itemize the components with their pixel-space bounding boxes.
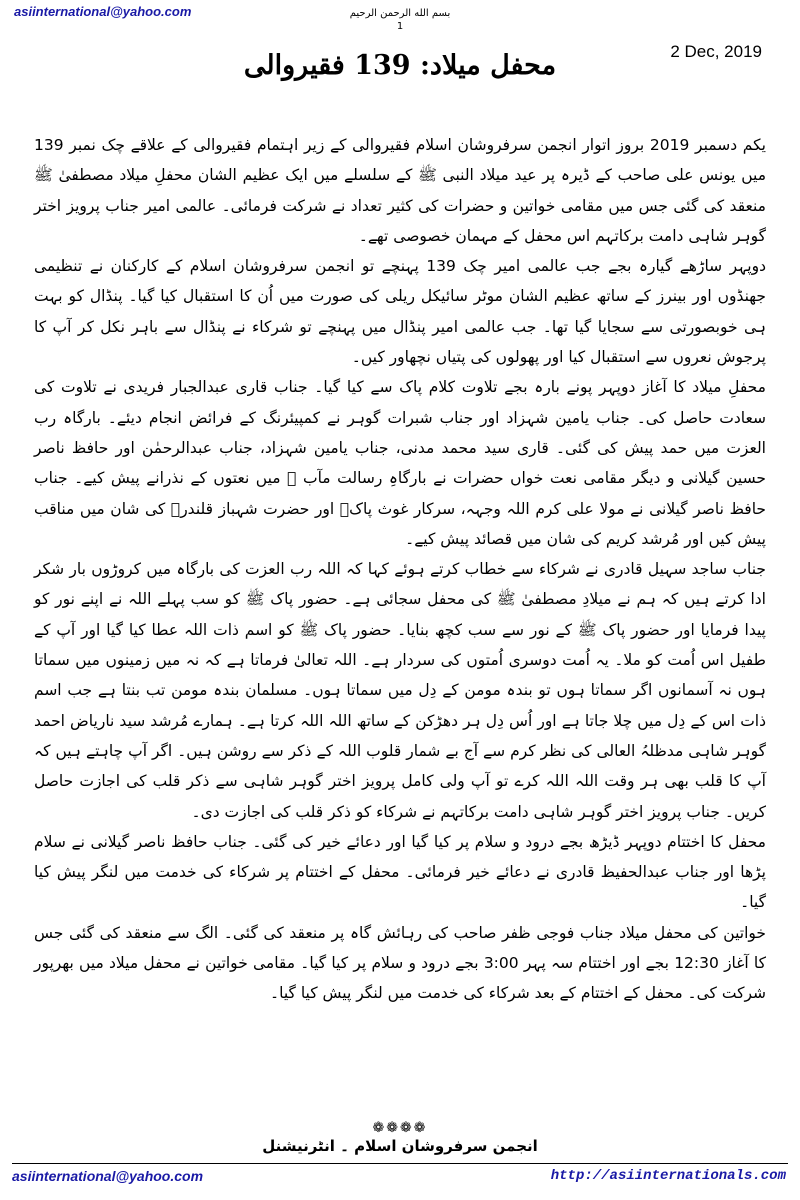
page-title: محفل میلاد: 139 فقیروالی <box>243 50 557 81</box>
bismillah: بسم الله الرحمن الرحیم <box>349 8 451 19</box>
report-date: 2 Dec, 2019 <box>670 42 762 61</box>
paragraph-opening: یکم دسمبر 2019 بروز اتوار انجمن سرفروشان اسلام فقیروالی کے زیر اہتمام فقیروالی کے علاقے چک نمبر 139 میں یونس علی صاحب کے ڈیرہ پر عید میلاد النبی ﷺ کے سلسلے میں ایک عظیم الشان محفلِ میلاد مصطفیٰ ﷺ منعقد کی گئی جس میں مقامی خواتین و حضرات کی کثیر تعداد نے شرکت فرمائی۔ عالمی امیر جناب پرویز اختر گوہر شاہی دامت برکاتہم اس محفل کے مہمان خصوصی تھے۔ <box>34 136 766 245</box>
paragraph-women-gathering: خواتین کی محفل میلاد جناب فوجی ظفر صاحب کی رہائش گاہ پر منعقد کی گئی۔ الگ سے منعقد کی گئی جس کا آغاز 12:30 بجے اور اختتام سہ پہر 3:00 بجے درود و سلام پر کیا گیا۔ مقامی خواتین نے محفل میلاد میں بھرپور شرکت کی۔ محفل کے اختتام کے بعد شرکاء کی خدمت میں لنگر پیش کیا گیا۔ <box>34 923 767 1003</box>
paragraph-program: محفلِ میلاد کا آغاز دوپہر پونے بارہ بجے تلاوت کلام پاک سے کیا گیا۔ جناب قاری عبدالجبار فریدی نے تلاوت کی سعادت حاصل کی۔ جناب یامین شہزاد اور جناب شبرات گوہر نے کمپیئرنگ کے فرائض انجام دیئے۔ بارگاہ رب العزت میں حمد پیش کی گئی۔ قاری سید محمد مدنی، جناب یامین شہزاد، جناب عبدالرحمٰن اور حافظ ناصر حسین گیلانی و دیگر مقامی نعت خواں حضرات نے بارگاہِ رسالت مآب ﷺ میں نعتوں کے نذرانے پیش کیے۔ جناب حافظ ناصر گیلانی نے مولا علی کرم اللہ وجہہ، سرکار غوث پاکؓ اور حضرت شہباز قلندرؒ کی شان میں مناقب پیش کیں اور مُرشد کریم کی شان میں قصائد پیش کیے۔ <box>34 378 766 548</box>
flower-divider-icon: ❁❁❁❁ <box>372 1120 428 1136</box>
organization-name: انجمن سرفروشان اسلام ۔ انٹرنیشنل <box>262 1137 538 1155</box>
article-body <box>34 130 766 1009</box>
footer-divider <box>12 1163 788 1164</box>
paragraph-closing: محفل کا اختتام دوپہر ڈیڑھ بجے درود و سلام پر کیا گیا اور دعائے خیر کی گئی۔ جناب حافظ ناصر گیلانی نے سلام پڑھا اور جناب عبدالحفیظ قادری نے دعائے خیر فرمائی۔ محفل کے اختتام پر شرکاء کی خدمت میں لنگر پیش کیا گیا۔ <box>34 832 766 912</box>
page-number: 1 <box>396 21 404 32</box>
footer-email-link[interactable]: asiinternational@yahoo.com <box>12 1168 204 1184</box>
footer-website-link[interactable]: http://asiinternationals.com <box>550 1168 786 1184</box>
paragraph-speech: جناب ساجد سہیل قادری نے شرکاء سے خطاب کرتے ہوئے کہا کہ اللہ رب العزت کی بارگاہ میں کروڑوں بار شکر ادا کرتے ہیں کہ ہم نے میلادِ مصطفیٰ ﷺ کی محفل سجائی ہے۔ حضور پاک ﷺ کو سب پہلے اللہ نے اپنے نور کو پیدا فرمایا اور حضور پاک ﷺ کے نور سے سب کچھ بنایا۔ حضور پاک ﷺ کو اسم ذات اللہ عطا کیا گیا اور آپ کے طفیل اس اُمت کو ملا۔ یہ اُمت دوسری اُمتوں کی سردار ہے۔ اللہ تعالیٰ فرماتا ہے کہ نہ میں زمینوں میں سماتا ہوں نہ آسمانوں اگر سماتا ہوں تو بندہ مومن کے دِل میں سماتا ہوں۔ مسلمان بندہ مومن تب بنتا ہے جب اسم ذات اس کے دِل میں چلا جاتا ہے اور اُس دِل ہر دھڑکن کے ساتھ اللہ اللہ کرتا ہے۔ ہمارے مُرشد سید ناریاض احمد گوہر شاہی مدظلہُ العالی کی نظر کرم سے آج بے شمار قلوب اللہ کے ذکر سے روشن ہیں۔ اگر آپ چاہتے ہیں کہ آپ کا قلب بھی ہر وقت اللہ اللہ کرے تو آپ ولی کامل پرویز اختر گوہر شاہی سے ذکر قلب کی اجازت حاصل کریں۔ جناب پرویز اختر گوہر شاہی دامت برکاتہم نے شرکاء کو ذکر قلب کی اجازت دی۔ <box>34 560 766 821</box>
header-email[interactable]: asiinternational@yahoo.com <box>14 4 192 19</box>
paragraph-welcome: دوپہر ساڑھے گیارہ بجے جب عالمی امیر چک 139 پہنچے تو انجمن سرفروشان اسلام کے کارکنان نے تنظیمی جھنڈوں اور بینرز کے ساتھ عظیم الشان موٹر سائیکل ریلی کی صورت میں اُن کا استقبال کیا گیا۔ پنڈال کو بہت ہی خوبصورتی سے سجایا گیا تھا۔ جب عالمی امیر پنڈال میں پہنچے تو شرکاء نے پنڈال سے باہر نکل کر آپ کا پرجوش نعروں سے استقبال کیا اور پھولوں کی پتیاں نچھاور کیں۔ <box>34 257 766 367</box>
